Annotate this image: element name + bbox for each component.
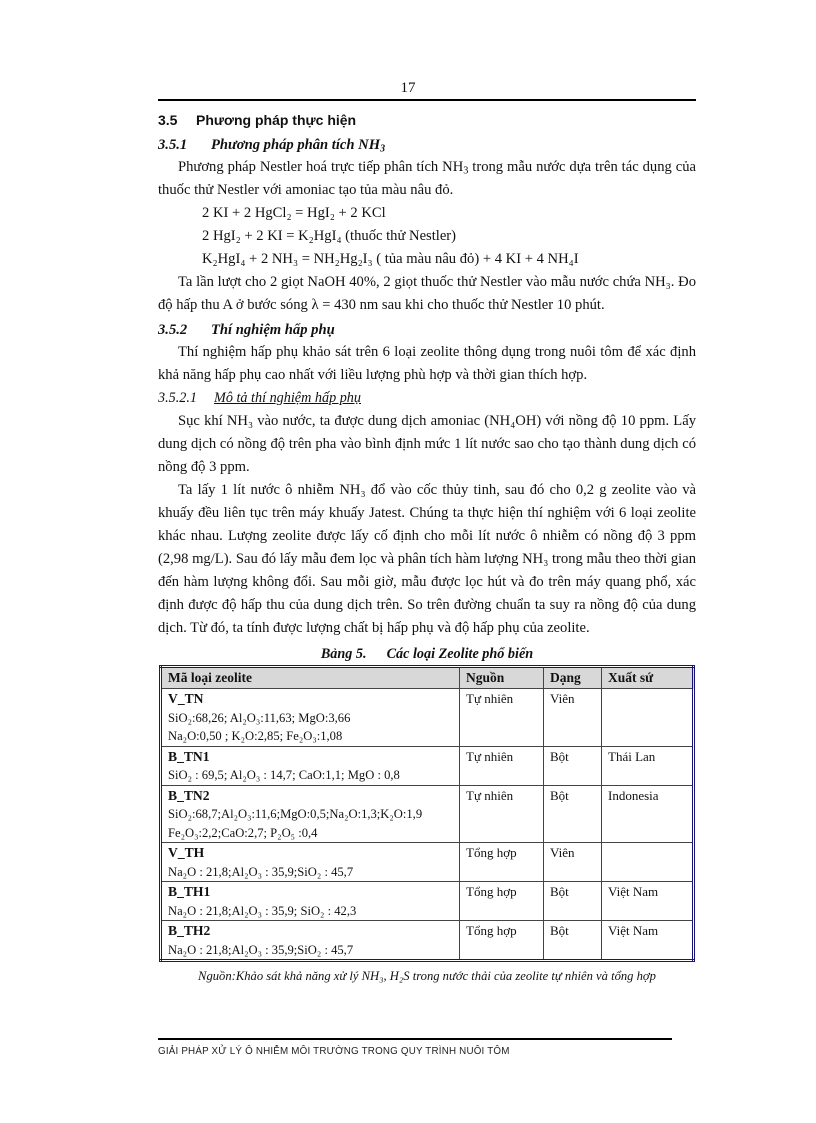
section-title: Thí nghiệm hấp phụ [211,322,335,338]
form-cell: Viên [544,843,602,882]
zeolite-code: B_TH2 [168,923,211,938]
caption-title: Các loại Zeolite phổ biến [386,646,534,662]
table-row [161,746,694,785]
paragraph-procedure: Ta lần lượt cho 2 giọt NaOH 40%, 2 giọt thuốc thử Nestler vào mẫu nước chứa NH₃. Đo độ hấp thu A ở bước sóng λ = 430 nm sau khi cho thuốc thử Nestler 10 phút. [158,274,696,313]
header-cell: Dạng [544,667,602,689]
code-cell [161,785,460,843]
origin-cell [602,843,694,882]
origin-cell: Việt Nam [602,921,694,961]
composition-line: Fe₂O₃:2,2;CaO:2,7; P₂O₅ :0,4 [168,825,318,840]
code-cell [161,921,460,961]
section-heading-3-5-2-1 [158,387,696,410]
paragraph-adsorption: Thí nghiệm hấp phụ khảo sát trên 6 loại zeolite thông dụng trong nuôi tôm để xác định khả năng hấp phụ cao nhất với liều lượng phù hợp và thời gian thích hợp. [158,344,696,383]
header-rule [158,99,696,101]
form-cell: Viên [544,689,602,747]
section-number: 3.5.2.1 [158,390,198,406]
zeolite-table [159,665,695,962]
composition-line: Na₂O : 21,8;Al₂O₃ : 35,9; SiO₂ : 42,3 [168,903,357,918]
source-cell: Tổng hợp [460,921,544,961]
footer-rule [158,1038,672,1040]
table-caption [158,643,696,665]
header-cell: Xuất sứ [602,667,694,689]
section-title: Mô tả thí nghiệm hấp phụ [214,390,361,406]
composition-line: SiO₂:68,26; Al₂O₃:11,63; MgO:3,66 [168,710,351,725]
form-cell: Bột [544,921,602,961]
composition-line: Na₂O : 21,8;Al₂O₃ : 35,9;SiO₂ : 45,7 [168,864,354,879]
table-row [161,785,694,843]
zeolite-code: B_TN1 [168,748,210,764]
paragraph-text: Phương pháp Nestler hoá trực tiếp phân tích NH [178,159,464,175]
equation-3: K₂HgI₄ + 2 NH₃ = NH₂Hg₂I₃ ( tủa màu nâu đỏ) + 4 KI + 4 NH₄I [202,251,579,267]
origin-cell: Việt Nam [602,882,694,921]
paragraph-nestler-method [158,156,696,202]
origin-cell [602,689,694,747]
source-cell: Tự nhiên [460,689,544,747]
running-footer: GIẢI PHÁP XỬ LÝ Ô NHIỄM MÔI TRƯỜNG TRONG QUY TRÌNH NUÔI TÔM [158,1046,510,1057]
form-cell: Bột [544,882,602,921]
header-cell: Mã loại zeolite [161,667,460,689]
zeolite-code: V_TN [168,691,204,706]
section-title: Phương pháp phân tích NH [211,137,381,153]
table-row [161,689,694,747]
table-row [161,882,694,921]
page-content [158,108,696,988]
equation-1: 2 KI + 2 HgCl₂ = HgI₂ + 2 KCl [202,205,386,221]
composition-line: SiO₂:68,7;Al₂O₃:11,6;MgO:0,5;Na₂O:1,3;K₂O:1,9 [168,807,423,821]
section-number: 3.5 [158,112,178,128]
section-heading-3-5-2 [158,317,696,341]
section-number: 3.5.1 [158,137,188,153]
paragraph-text: trong mẫu nước dựa trên tác dụng của thuốc thử Nestler với amoniac tạo tủa màu nâu đỏ. [158,159,696,198]
form-cell: Bột [544,746,602,785]
equation-2: 2 HgI₂ + 2 KI = K₂HgI₄ (thuốc thử Nestler) [202,228,457,244]
code-cell [161,882,460,921]
composition-line: Na₂O:0,50 ; K₂O:2,85; Fe₂O₃:1,08 [168,729,343,743]
origin-cell: Indonesia [602,785,694,843]
code-cell [161,843,460,882]
page-number: 17 [400,80,416,96]
zeolite-code: V_TH [168,845,205,860]
paragraph-experiment: Ta lấy 1 lít nước ô nhiễm NH₃ đổ vào cốc thủy tinh, sau đó cho 0,2 g zeolite vào và khuấy đều liên tục trên máy khuấy Jatest. Chúng ta thực hiện thí nghiệm với 6 loại zeolite khác nhau. Lượng zeolite được lấy cố định cho mỗi lít nước ô nhiễm có nồng độ 3 ppm (2,98 mg/L). Sau đó lấy mẫu đem lọc và phân tích hàm lượng NH₃ trong mẫu theo thời gian đến hàm lượng không đổi. Sau mỗi giờ, mẫu được lọc hút và đo trên máy quang phổ, xác định được độ hấp thu của dung dịch trên. So trên đường chuẩn ta suy ra nồng độ của dung dịch. Từ đó, ta tính được lượng chất bị hấp phụ và độ hấp phụ của zeolite. [158,482,696,636]
code-cell [161,746,460,785]
paragraph-ammonia-prep: Sục khí NH₃ vào nước, ta được dung dịch amoniac (NH₄OH) với nồng độ 10 ppm. Lấy dung dịch có nồng độ trên pha vào bình định mức 1 lít nước sao cho tạo thành dung dịch có nồng độ 3 ppm. [158,413,696,475]
subscript: 3 [380,143,386,155]
origin-cell: Thái Lan [602,746,694,785]
zeolite-code: B_TN2 [168,787,210,803]
section-number: 3.5.2 [158,322,188,338]
table-header-row [161,667,694,689]
composition-line: SiO₂ : 69,5; Al₂O₃ : 14,7; CaO:1,1; MgO : 0,8 [168,768,400,782]
subscript: 3 [463,165,469,177]
table-row [161,843,694,882]
zeolite-code: B_TH1 [168,884,211,899]
source-cell: Tổng hợp [460,882,544,921]
section-title: Phương pháp thực hiện [196,112,357,128]
header-cell: Nguồn [460,667,544,689]
form-cell: Bột [544,785,602,843]
section-heading-3-5-1 [158,132,696,156]
source-cell: Tự nhiên [460,785,544,843]
section-heading-3-5 [158,108,696,132]
composition-line: Na₂O : 21,8;Al₂O₃ : 35,9;SiO₂ : 45,7 [168,942,354,957]
source-cell: Tự nhiên [460,746,544,785]
code-cell [161,689,460,747]
source-cell: Tổng hợp [460,843,544,882]
table-row [161,921,694,961]
caption-number: Bảng 5. [320,646,367,662]
table-source-note: Nguồn:Khảo sát khả năng xử lý NH₃, H₂S trong nước thải của zeolite tự nhiên và tổng hợp [198,969,656,983]
